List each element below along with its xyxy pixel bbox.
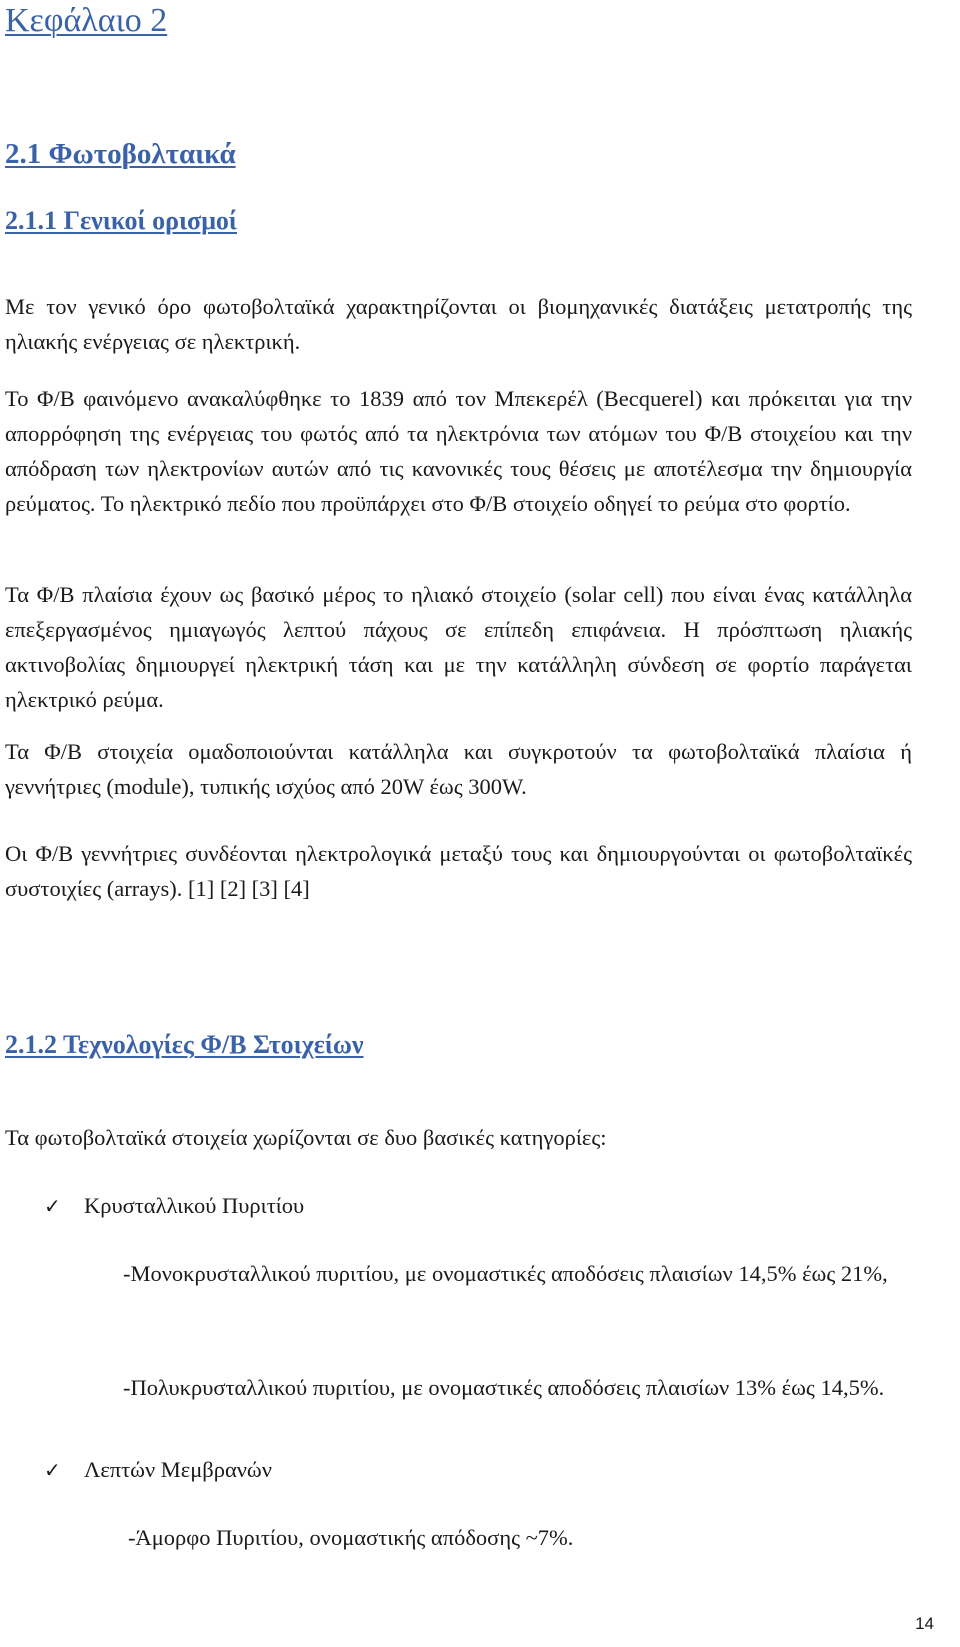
checkmark-icon: ✓ <box>44 1194 61 1218</box>
bullet-crystalline-silicon <box>44 1188 304 1224</box>
paragraph-modules: Τα Φ/Β στοιχεία ομαδοποιούνται κατάλληλα και συγκροτούν τα φωτοβολταϊκά πλαίσια ή γεννήτριες (module), τυπικής ισχύος από 20W έως 300W. <box>5 739 912 799</box>
bullet-label: Λεπτών Μεμβρανών <box>84 1457 272 1482</box>
paragraph-panels: Τα Φ/Β πλαίσια έχουν ως βασικό μέρος το ηλιακό στοιχείο (solar cell) που είναι ένας κατάλληλα επεξεργασμένος ημιαγωγός λεπτού πάχους σε επίπεδη επιφάνεια. Η πρόσπτωση ηλιακής ακτινοβολίας δημιουργεί ηλεκτρική τάση και με την κατάλληλη σύνδεση σε φορτίο παράγεται ηλεκτρικό ρεύμα. <box>5 582 912 712</box>
subsection-technologies-title[interactable]: 2.1.2 Τεχνολογίες Φ/Β Στοιχείων <box>5 1030 364 1059</box>
sub-item-amorphous: -Άμορφο Πυριτίου, ονομαστικής απόδοσης ~7%. <box>128 1525 574 1550</box>
page-number: 14 <box>915 1614 934 1633</box>
paragraph-definition: Με τον γενικό όρο φωτοβολταϊκά χαρακτηρίζονται οι βιομηχανικές διατάξεις μετατροπής της ηλιακής ενέργειας σε ηλεκτρική. <box>5 294 912 354</box>
checkmark-icon: ✓ <box>44 1458 61 1482</box>
subsection-general-definitions-title[interactable]: 2.1.1 Γενικοί ορισμοί <box>5 206 237 235</box>
sub-item-monocrystalline: -Μονοκρυσταλλικού πυριτίου, με ονομαστικές αποδόσεις πλαισίων 14,5% έως 21%, <box>123 1261 888 1286</box>
sub-item-polycrystalline: -Πολυκρυσταλλικού πυριτίου, με ονομαστικές αποδόσεις πλαισίων 13% έως 14,5%. <box>123 1375 885 1400</box>
paragraph-arrays: Οι Φ/Β γεννήτριες συνδέονται ηλεκτρολογικά μεταξύ τους και δημιουργούνται οι φωτοβολταϊκές συστοιχίες (arrays). [1] [2] [3] [4] <box>5 841 912 901</box>
paragraph-categories-intro: Τα φωτοβολταϊκά στοιχεία χωρίζονται σε δυο βασικές κατηγορίες: <box>5 1125 607 1150</box>
paragraph-effect: Το Φ/Β φαινόμενο ανακαλύφθηκε το 1839 από τον Μπεκερέλ (Becquerel) και πρόκειται για την απορρόφηση της ενέργειας του φωτός από τα ηλεκτρόνια των ατόμων του Φ/Β στοιχείου και την απόδραση των ηλεκτρονίων αυτών από τις κανονικές τους θέσεις με αποτέλεσμα την δημιουργία ρεύματος. Το ηλεκτρικό πεδίο που προϋπάρχει στο Φ/Β στοιχείο οδηγεί το ρεύμα στο φορτίο. <box>5 386 912 516</box>
section-title[interactable]: 2.1 Φωτοβολταικά <box>5 138 236 170</box>
bullet-label: Κρυσταλλικού Πυριτίου <box>84 1193 305 1218</box>
chapter-title[interactable]: Κεφάλαιο 2 <box>5 2 168 39</box>
bullet-thin-film <box>44 1452 272 1488</box>
